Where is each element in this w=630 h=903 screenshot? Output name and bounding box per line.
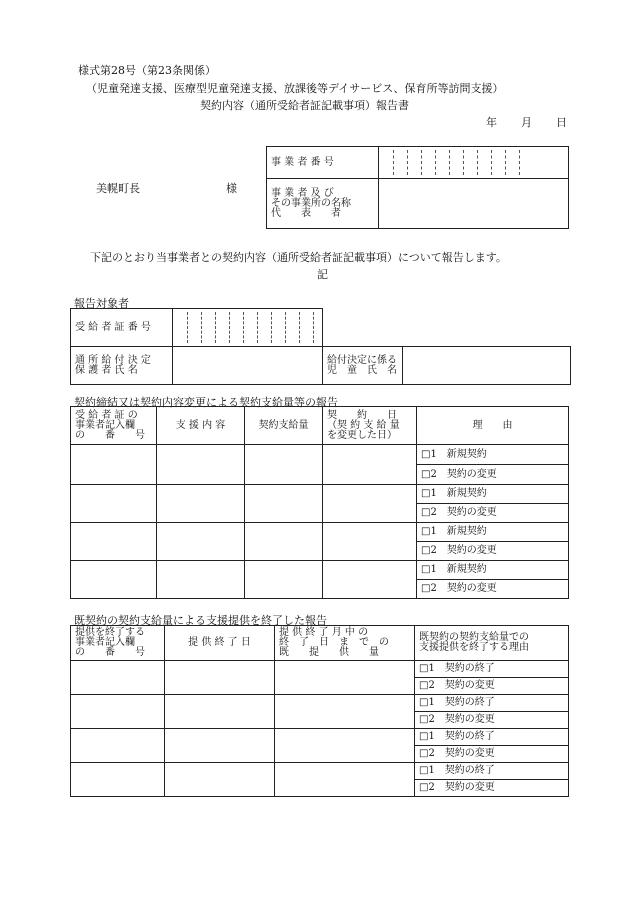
s1-reason-change-checkbox[interactable]: □2 契約の変更 — [417, 465, 569, 485]
s1-col-date: 契 約 日 （契 約 支 給 量 を変更した日） — [323, 407, 417, 445]
s2-cell-provided[interactable] — [275, 661, 415, 695]
form-subtitle: （児童発達支援、医療型児童発達支援、放課後等デイサービス、保育所等訪問支援） — [86, 82, 504, 95]
s2-reason-end-checkbox[interactable]: □1 契約の終了 — [415, 763, 569, 780]
s1-col-amount: 契約支給量 — [245, 407, 323, 445]
s2-col-end-date: 提 供 終 了 日 — [165, 626, 275, 661]
provider-name-field[interactable] — [379, 179, 569, 229]
provider-number-field[interactable] — [379, 147, 569, 179]
s2-reason-change-checkbox[interactable]: □2 契約の変更 — [415, 678, 569, 695]
s2-reason-change-checkbox[interactable]: □2 契約の変更 — [415, 712, 569, 729]
s1-cell-support[interactable] — [157, 485, 245, 523]
s2-cell-end-date[interactable] — [165, 661, 275, 695]
s1-cell-support[interactable] — [157, 445, 245, 485]
s1-cell-amount[interactable] — [245, 485, 323, 523]
s2-cell-cert[interactable] — [71, 729, 165, 763]
s1-cell-date[interactable] — [323, 523, 417, 561]
s1-cell-amount[interactable] — [245, 445, 323, 485]
cert-number-label: 受 給 者 証 番 号 — [71, 309, 173, 347]
s2-cell-provided[interactable] — [275, 763, 415, 797]
s1-cell-cert[interactable] — [71, 485, 157, 523]
s2-cell-end-date[interactable] — [165, 763, 275, 797]
s1-cell-support[interactable] — [157, 523, 245, 561]
s1-reason-new-checkbox[interactable]: □1 新規契約 — [417, 523, 569, 542]
child-name-label: 給付決定に係る 児 童 氏 名 — [323, 347, 403, 385]
s1-col-reason: 理 由 — [417, 407, 569, 445]
s1-cell-cert[interactable] — [71, 523, 157, 561]
s2-col-reason: 既契約の契約支給量での 支援提供を終了する理由 — [415, 626, 569, 661]
provider-number-label: 事 業 者 番 号 — [267, 147, 379, 179]
guardian-name-field[interactable] — [173, 347, 323, 385]
s2-cell-end-date[interactable] — [165, 729, 275, 763]
intro-text: 下記のとおり当事業者との契約内容（通所受給者証記載事項）について報告します。 — [90, 251, 507, 264]
form-title: 契約内容（通所受給者証記載事項）報告書 — [200, 99, 409, 112]
s2-reason-change-checkbox[interactable]: □2 契約の変更 — [415, 746, 569, 763]
s1-reason-change-checkbox[interactable]: □2 契約の変更 — [417, 504, 569, 523]
s1-reason-new-checkbox[interactable]: □1 新規契約 — [417, 445, 569, 465]
s1-cell-support[interactable] — [157, 561, 245, 599]
s1-reason-change-checkbox[interactable]: □2 契約の変更 — [417, 542, 569, 561]
s1-cell-date[interactable] — [323, 445, 417, 485]
s1-cell-cert[interactable] — [71, 561, 157, 599]
target-table — [70, 308, 571, 385]
s2-cell-provided[interactable] — [275, 729, 415, 763]
s2-reason-change-checkbox[interactable]: □2 契約の変更 — [415, 780, 569, 797]
section2-heading: 既契約の契約支給量による支援提供を終了した報告 — [74, 614, 327, 627]
form-number: 様式第28号（第23条関係） — [78, 64, 216, 77]
s2-col-provided: 提 供 終 了 月 中 の 終 了 日 ま で の 既 提 供 量 — [275, 626, 415, 661]
s1-col-support: 支 援 内 容 — [157, 407, 245, 445]
section1-heading: 契約締結又は契約内容変更による契約支給量等の報告 — [74, 396, 338, 409]
provider-table — [266, 146, 569, 229]
s1-cell-date[interactable] — [323, 561, 417, 599]
target-heading: 報告対象者 — [74, 297, 129, 310]
s1-reason-change-checkbox[interactable]: □2 契約の変更 — [417, 580, 569, 599]
date-day-label: 日 — [556, 116, 567, 129]
s2-cell-end-date[interactable] — [165, 695, 275, 729]
addressee-name: 美幌町長 — [96, 182, 140, 195]
date-year-label: 年 — [486, 116, 497, 129]
s2-cell-provided[interactable] — [275, 695, 415, 729]
s2-col-cert: 提供を終了する 事業者記入欄 の 番 号 — [71, 626, 165, 661]
provider-name-label: 事 業 者 及 び その事業所の名称 代 表 者 — [267, 179, 379, 229]
s2-reason-end-checkbox[interactable]: □1 契約の終了 — [415, 729, 569, 746]
s1-cell-amount[interactable] — [245, 561, 323, 599]
s2-cell-cert[interactable] — [71, 661, 165, 695]
addressee-honorific: 様 — [226, 182, 237, 195]
s1-col-cert: 受 給 者 証 の 事業者記入欄 の 番 号 — [71, 407, 157, 445]
s2-cell-cert[interactable] — [71, 763, 165, 797]
guardian-name-label: 通 所 給 付 決 定 保 護 者 氏 名 — [71, 347, 173, 385]
s2-cell-cert[interactable] — [71, 695, 165, 729]
s1-cell-date[interactable] — [323, 485, 417, 523]
s2-reason-end-checkbox[interactable]: □1 契約の終了 — [415, 661, 569, 678]
s1-cell-cert[interactable] — [71, 445, 157, 485]
termination-table — [70, 625, 569, 797]
s1-reason-new-checkbox[interactable]: □1 新規契約 — [417, 485, 569, 504]
ki-label: 記 — [317, 268, 328, 281]
date-month-label: 月 — [521, 116, 532, 129]
s1-cell-amount[interactable] — [245, 523, 323, 561]
s2-reason-end-checkbox[interactable]: □1 契約の終了 — [415, 695, 569, 712]
contract-table — [70, 406, 569, 599]
child-name-field[interactable] — [403, 347, 571, 385]
s1-reason-new-checkbox[interactable]: □1 新規契約 — [417, 561, 569, 580]
cert-number-field[interactable] — [173, 309, 323, 347]
